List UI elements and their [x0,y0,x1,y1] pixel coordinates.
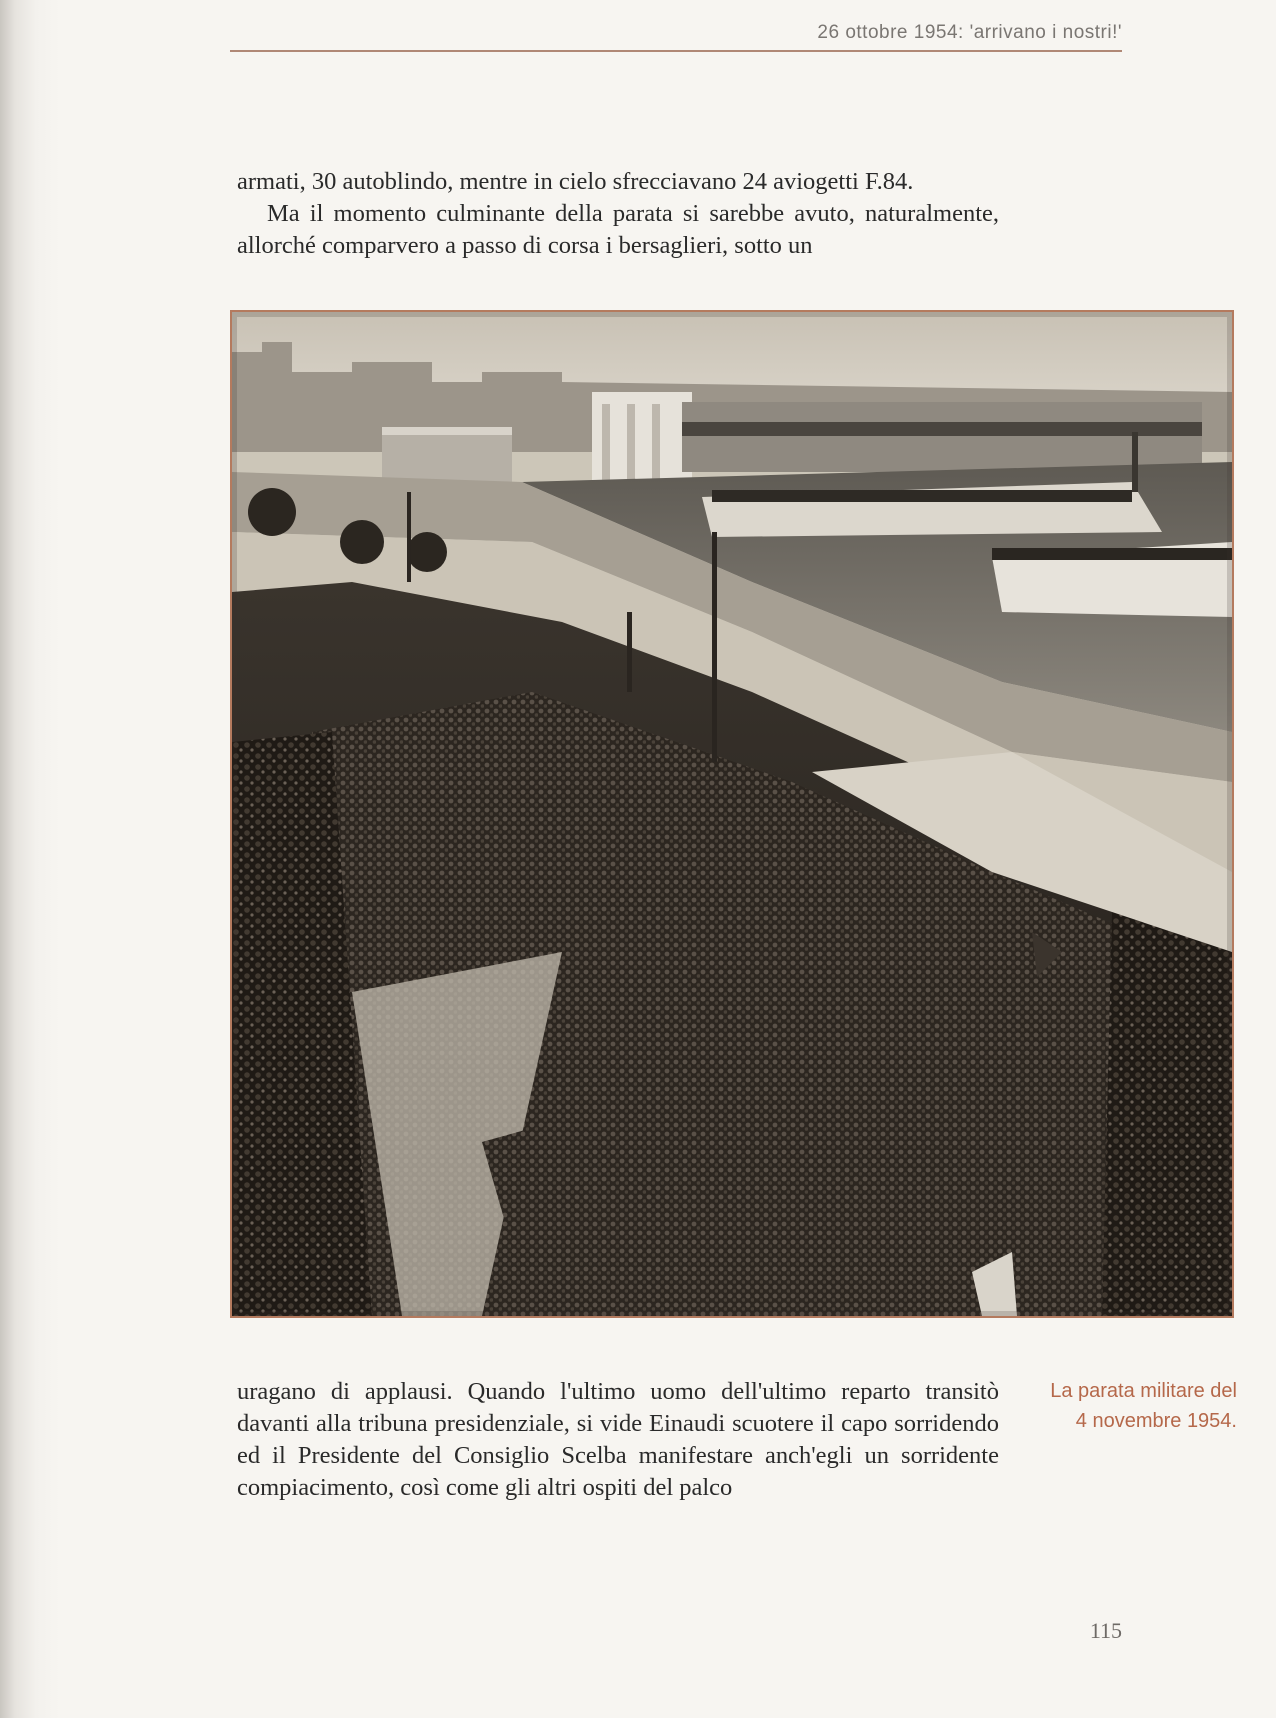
paragraph-culmination: Ma il momento culminante della parata si sarebbe avuto, naturalmente, allorché comparvero a passo di corsa i bersaglieri, sotto un [237,200,999,259]
parade-photograph [230,310,1234,1318]
running-header-title: 26 ottobre 1954: 'arrivano i nostri!' [817,22,1122,43]
paragraph-applause: uragano di applausi. Quando l'ultimo uomo dell'ultimo reparto transitò davanti alla tribuna presidenziale, si vide Einaudi scuotere il capo sorridendo ed il Presidente del Consiglio Scelba manifestare anch'egli un sorridente compiacimento, così come gli altri ospiti del palco [237,1378,999,1501]
body-text-bottom [237,1376,999,1504]
body-text-top [237,166,999,262]
photo-caption [1015,1376,1237,1436]
paragraph-continuation: armati, 30 autoblindo, mentre in cielo sfrecciavano 24 aviogetti F.84. [237,168,914,195]
header-rule [230,50,1122,52]
page-number: 115 [1089,1618,1122,1643]
caption-line-2: 4 novembre 1954. [1075,1410,1237,1432]
parade-photo-illustration [232,312,1232,1316]
caption-line-1: La parata militare del [1050,1380,1237,1402]
page-edge-shadow [0,0,60,1718]
